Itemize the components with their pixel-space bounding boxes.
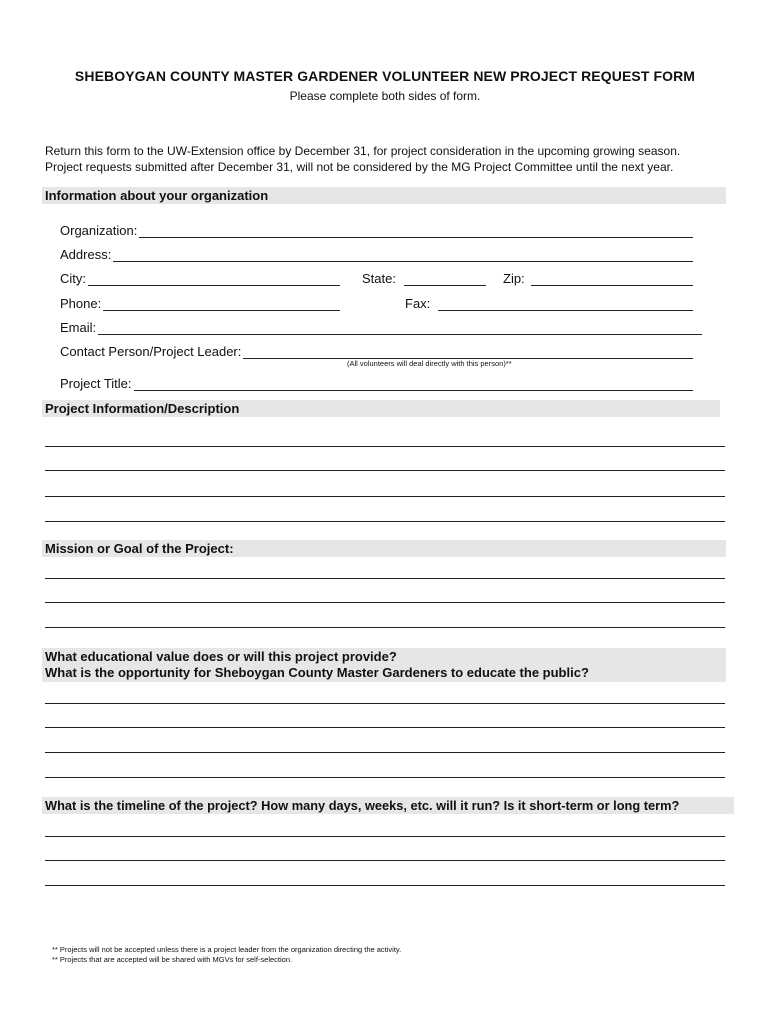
project-info-line-1[interactable]: [45, 446, 725, 447]
intro-text: [45, 143, 735, 175]
form-title: SHEBOYGAN COUNTY MASTER GARDENER VOLUNTEER NEW PROJECT REQUEST FORM: [74, 68, 696, 84]
zip-field[interactable]: [503, 268, 693, 286]
email-input-line[interactable]: [98, 322, 702, 335]
city-field[interactable]: [60, 268, 340, 286]
org-section-heading: Information about your organization: [42, 187, 726, 204]
fax-label: Fax:: [405, 296, 431, 311]
timeline-line-3[interactable]: [45, 885, 725, 886]
educational-question-1: What educational value does or will this project provide?: [45, 649, 397, 664]
timeline-heading: What is the timeline of the project? How many days, weeks, etc. will it run? Is it short-term or long term?: [42, 797, 734, 814]
email-field[interactable]: [60, 317, 702, 335]
city-label: City:: [60, 271, 86, 286]
phone-input-line[interactable]: [103, 298, 340, 311]
footnote-2: ** Projects that are accepted will be shared with MGVs for self-selection.: [52, 955, 293, 964]
zip-input-line[interactable]: [531, 273, 693, 286]
project-info-heading: Project Information/Description: [42, 400, 720, 417]
project-title-field[interactable]: [60, 373, 693, 391]
fax-input-line[interactable]: [438, 298, 693, 311]
mission-line-2[interactable]: [45, 602, 725, 603]
mission-line-3[interactable]: [45, 627, 725, 628]
educational-line-3[interactable]: [45, 752, 725, 753]
educational-line-4[interactable]: [45, 777, 725, 778]
footnote-1: ** Projects will not be accepted unless there is a project leader from the organization directing the activity.: [52, 945, 402, 954]
state-label: State:: [362, 271, 396, 286]
educational-question-2: What is the opportunity for Sheboygan County Master Gardeners to educate the public?: [45, 665, 589, 680]
contact-person-label: Contact Person/Project Leader:: [60, 344, 242, 359]
fax-field[interactable]: [405, 293, 693, 311]
email-label: Email:: [60, 320, 97, 335]
timeline-line-1[interactable]: [45, 836, 725, 837]
project-title-label: Project Title:: [60, 376, 132, 391]
educational-line-2[interactable]: [45, 727, 725, 728]
form-subtitle: Please complete both sides of form.: [289, 89, 481, 103]
intro-line-1: Return this form to the UW-Extension office by December 31, for project consideration in the upcoming growing season.: [45, 144, 681, 158]
project-title-input-line[interactable]: [134, 378, 693, 391]
organization-field[interactable]: [60, 220, 693, 238]
zip-label: Zip:: [503, 271, 525, 286]
project-info-line-4[interactable]: [45, 521, 725, 522]
phone-label: Phone:: [60, 296, 102, 311]
contact-person-field[interactable]: [60, 341, 693, 359]
city-input-line[interactable]: [88, 273, 340, 286]
mission-line-1[interactable]: [45, 578, 725, 579]
address-field[interactable]: [60, 244, 693, 262]
state-input-line[interactable]: [404, 273, 486, 286]
address-label: Address:: [60, 247, 112, 262]
organization-label: Organization:: [60, 223, 138, 238]
phone-field[interactable]: [60, 293, 340, 311]
educational-line-1[interactable]: [45, 703, 725, 704]
address-input-line[interactable]: [113, 249, 693, 262]
timeline-line-2[interactable]: [45, 860, 725, 861]
contact-note: (All volunteers will deal directly with this person)**: [347, 359, 512, 368]
organization-input-line[interactable]: [139, 225, 693, 238]
educational-heading: [42, 648, 726, 682]
contact-person-input-line[interactable]: [243, 346, 693, 359]
project-info-line-3[interactable]: [45, 496, 725, 497]
intro-line-2: Project requests submitted after December 31, will not be considered by the MG Project Committee until the next year.: [45, 160, 674, 174]
state-field[interactable]: [362, 268, 486, 286]
mission-heading: Mission or Goal of the Project:: [42, 540, 726, 557]
project-info-line-2[interactable]: [45, 470, 725, 471]
